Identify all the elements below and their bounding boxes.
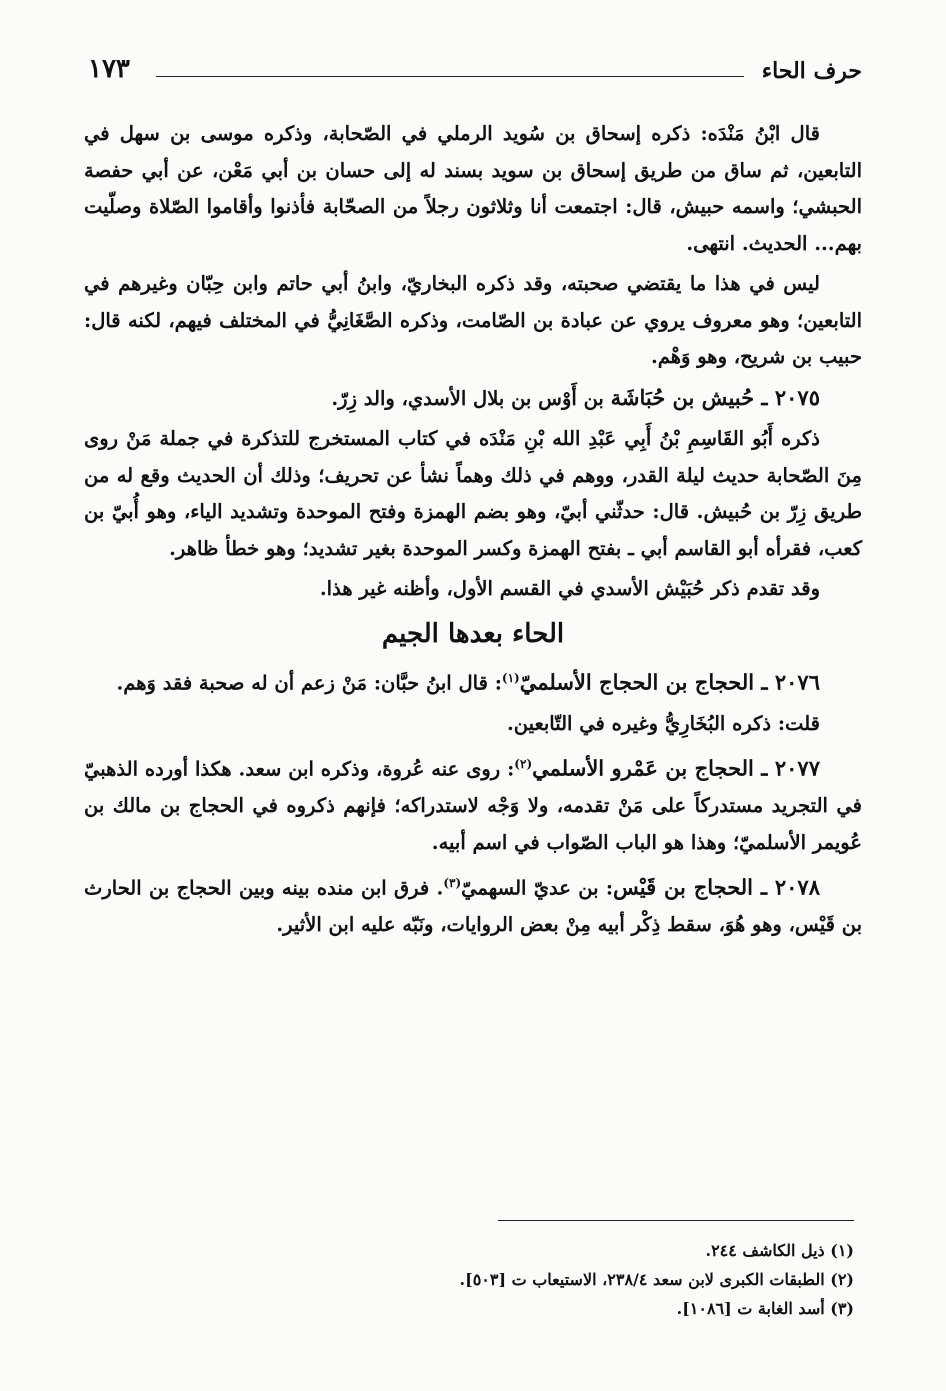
paragraph-text: قلت: ذكره البُخَارِيُّ وغيره في التّابعين. <box>506 711 820 735</box>
footnotes <box>84 1236 854 1323</box>
paragraph-text: وقد تقدم ذكر حُبَيْش الأسدي في القسم الأول، وأظنه غير هذا. <box>319 577 820 600</box>
footnote-ref: (٢) <box>514 757 533 771</box>
entry-title: ٢٠٧٨ ـ الحجاج بن قَيْس <box>613 874 820 900</box>
entry-text: . فرق ابن منده بينه وبين الحجاج بن الحارث بن قَيْس، وهو هُوَ، سقط ذِكْر أبيه مِنْ بعض الروايات، ونَبّه عليه ابن الأثير. <box>84 876 862 936</box>
footnote: (٢) الطبقات الكبرى لابن سعد ٢٣٨/٤، الاستيعاب ت [٥٠٣]. <box>459 1270 854 1289</box>
footnote: (٣) أسد الغابة ت [١٠٨٦]. <box>676 1299 854 1318</box>
paragraph <box>84 706 862 743</box>
paragraph <box>84 571 862 608</box>
header-rule <box>156 76 744 77</box>
running-header <box>88 54 862 94</box>
entry-text: بن أَوْس بن بلال الأسدي، والد زِرّ. <box>331 386 611 410</box>
paragraph-text: ذكره أَبُو القَاسِمِ بْنُ أَبِي عَبْدِ الله بْنِ مَنْدَه في كتاب المستخرج للتذكرة في جملة مَنْ روى مِنَ الصّحابة حديث ليلة القدر، ووهم في ذلك وهماً نشأ عن تحريف؛ وذلك أن الحديث وقع له من طريق زِرّ بن حُبيش. قال: حدثّني أبيّ، وهو بضم الهمزة وفتح الموحدة وتشديد الياء، وهو أُبيّ بن كعب، فقرأه أبو القاسم أبي ـ بفتح الهمزة وكسر الموحدة بغير تشديد؛ وهو خطأ ظاهر. <box>84 427 862 560</box>
paragraph <box>84 421 862 567</box>
page-number: ١٧٣ <box>88 54 130 84</box>
running-title: حرف الحاء <box>761 58 862 84</box>
entry-text: : روى عنه عُروة، وذكره ابن سعد. هكذا أورده الذهبيّ في التجريد مستدركاً على مَنْ تقدمه، ولا وَجْه لاستدراكه؛ فإنهم ذكروه في الحجاج بن مالك بن عُويمر الأسلميّ؛ وهذا هو الباب الصّواب في اسم أبيه. <box>84 757 862 854</box>
paragraph <box>84 116 862 262</box>
footnote-ref: (١) <box>501 670 520 685</box>
entry-title: ٢٠٧٥ ـ حُبيش بن حُبَاشَة <box>610 384 820 410</box>
entry-text: : قال ابنُ حبَّان: مَنْ زعم أن له صحبة فقد وَهم. <box>116 671 502 694</box>
entry-2076 <box>84 660 862 702</box>
section-heading: الحاء بعدها الجيم <box>381 618 565 649</box>
paragraph-text: قال ابْنُ مَنْدَه: ذكره إسحاق بن سُويد الرملي في الصّحابة، وذكره موسى بن سهل في التابعين، ثم ساق من طريق إسحاق بن سويد بسند له إلى حسان بن أبي مَعْن، عن أبي حفصة الحبشي؛ واسمه حبيش، قال: اجتمعت أنا وثلاثون رجلاً من الصحّابة فأذنوا وأقاموا الصّلاة وصلّيت بهم... الحديث. انتهى. <box>84 122 862 255</box>
footnote-ref: (٣) <box>443 876 462 890</box>
entry-text: : بن عديّ السهميّ <box>461 876 614 900</box>
paragraph-text: ليس في هذا ما يقتضي صحبته، وقد ذكره البخاريّ، وابنُ أبي حاتم وابن حِبّان وغيرهم في التابعين؛ وهو معروف يروي عن عبادة بن الصّامت، وذكره الصَّغَانِيُّ في المختلف فيهم، لكنه قال: حبيب بن شريح، وهو وَهْم. <box>84 272 862 368</box>
entry-2075 <box>84 380 862 418</box>
footnote: (١) ذيل الكاشف ٢٤٤. <box>705 1241 854 1260</box>
entry-2077 <box>84 746 862 861</box>
entry-title: ٢٠٧٦ ـ الحجاج بن الحجاج الأسلميّ <box>519 669 820 694</box>
paragraph <box>84 266 862 376</box>
main-text <box>84 116 862 944</box>
entry-2078 <box>84 865 862 944</box>
footnote-rule <box>498 1220 854 1221</box>
entry-title: ٢٠٧٧ ـ الحجاج بن عَمْرو الأسلمي <box>532 755 820 781</box>
